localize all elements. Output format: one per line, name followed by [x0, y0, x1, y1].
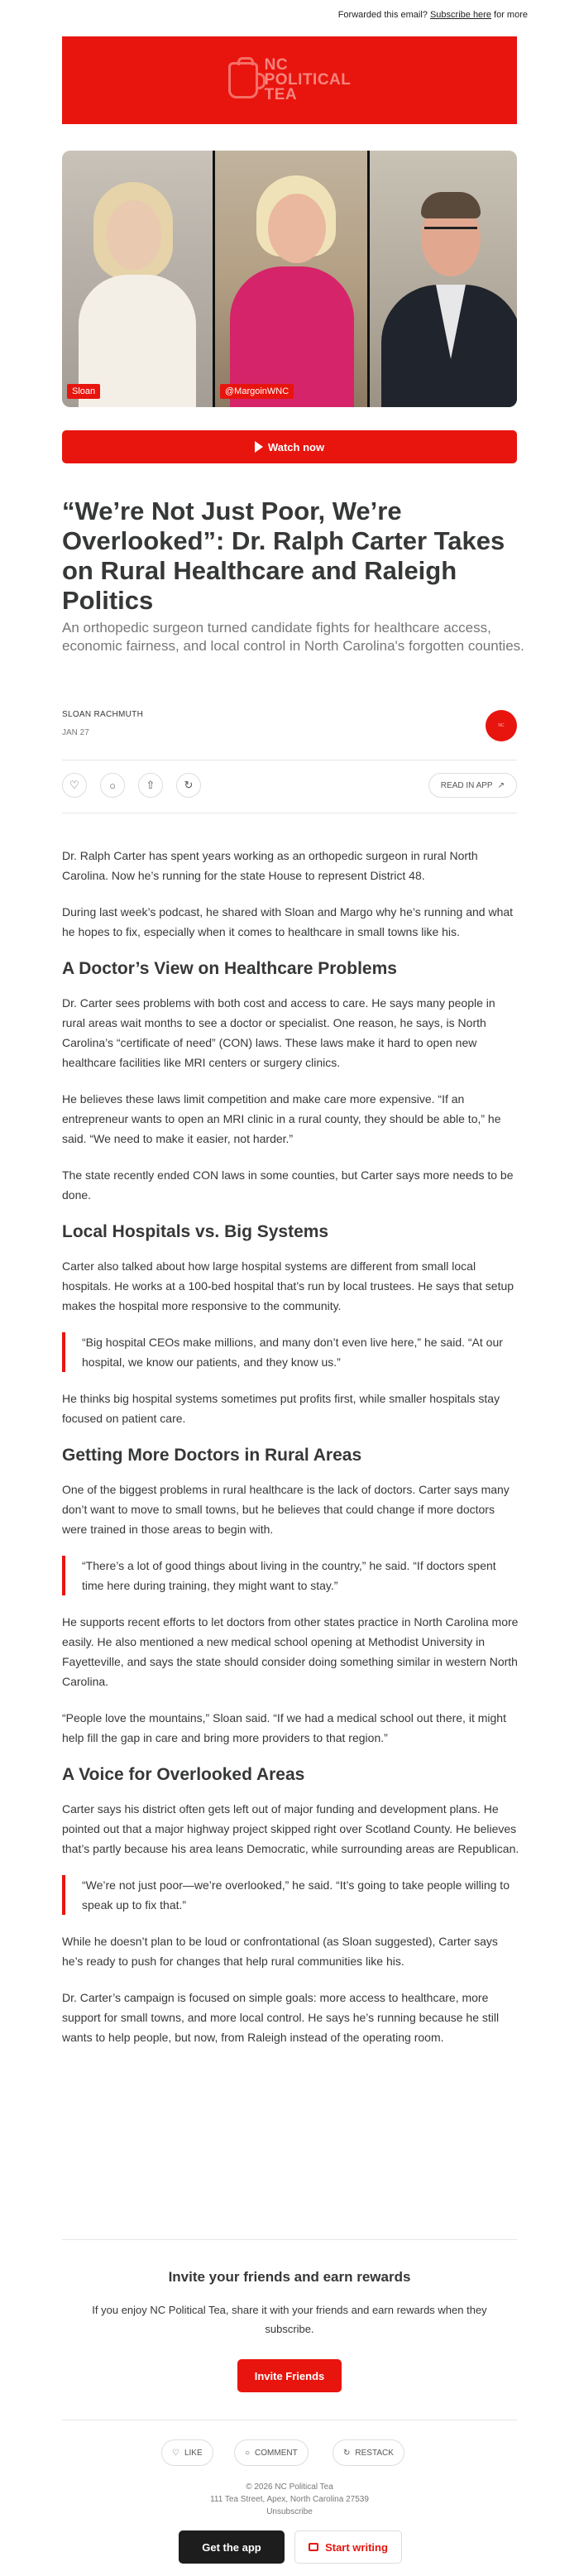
paragraph: Dr. Carter’s campaign is focused on simple goals: more access to healthcare, more support for small towns, and more local control. He says he’s running because he still wants to help people, but now, from Raleigh instead of the operating room.: [62, 1991, 500, 2044]
comment-button[interactable]: [100, 773, 125, 798]
paragraph: “People love the mountains,” Sloan said. “If we had a medical school out there, it might help fill the gap in care and bring more providers to that region.”: [62, 1711, 506, 1744]
unsubscribe-link[interactable]: Unsubscribe: [266, 2507, 313, 2516]
footer-comment-button[interactable]: ○ COMMENT: [234, 2439, 309, 2466]
heart-icon: ♡: [172, 2448, 179, 2458]
section-heading: Getting More Doctors in Rural Areas: [62, 1446, 362, 1465]
paragraph: He believes these laws limit competition and make care more expensive. “If an entrepreneur wants to open an MRI clinic in a rural county, they should be able to,” he said. “We need to make it easier, not harder.”: [62, 1092, 501, 1145]
invite-title: Invite your friends and earn rewards: [168, 2269, 411, 2285]
copyright: © 2026 NC Political Tea: [246, 2482, 333, 2492]
divider: [62, 2239, 517, 2240]
play-icon: [255, 441, 263, 453]
teapot-icon: [228, 62, 258, 98]
address: 111 Tea Street, Apex, North Carolina 27539: [210, 2495, 369, 2504]
video-thumbnail[interactable]: [62, 151, 517, 407]
paragraph: One of the biggest problems in rural healthcare is the lack of doctors. Carter says many don’t want to move to small towns, but he believes that could change if more doctors were trained in those areas to begin with.: [62, 1483, 510, 1536]
like-button[interactable]: [62, 773, 87, 798]
paragraph: Carter also talked about how large hospital systems are different from small local hospitals. He works at a 100-bed hospital that’s run by local trustees. He says that setup makes the hospital more responsive to the community.: [62, 1259, 514, 1312]
comment-icon: ○: [109, 779, 116, 792]
post-actions: [62, 773, 517, 799]
publication-logo: NC POLITICAL TEA: [228, 58, 352, 103]
section-heading: A Doctor’s View on Healthcare Problems: [62, 959, 397, 978]
post-title[interactable]: “We’re Not Just Poor, We’re Overlooked”: Dr. Ralph Carter Takes on Rural Healthcare and Raleigh Politics: [62, 496, 505, 615]
participant-tag: Sloan: [67, 384, 100, 399]
footer-restack-button[interactable]: ↻ RESTACK: [333, 2439, 404, 2466]
restack-button[interactable]: [176, 773, 201, 798]
author-name[interactable]: SLOAN RACHMUTH: [62, 710, 144, 719]
video-participant-middle: [213, 151, 370, 407]
section-heading: Local Hospitals vs. Big Systems: [62, 1222, 329, 1241]
paragraph: Dr. Carter sees problems with both cost and access to care. He says many people in rural areas wait months to see a doctor or specialist. One reason, he says, is North Carolina’s “certificate of need” (CON) laws. These laws make it hard to open new healthcare facilities like MRI centers or surgery clinics.: [62, 996, 495, 1069]
post-body: [62, 846, 520, 2064]
footer-like-button[interactable]: ♡ LIKE: [161, 2439, 213, 2466]
heart-icon: ♡: [69, 779, 79, 791]
paragraph: Carter says his district often gets left out of major funding and development plans. He pointed out that a major highway project skipped right over Scotland County. He believes that’s partly because his area leans Democratic, while surrounding areas are Republican.: [62, 1802, 519, 1855]
forwarded-note: Forwarded this email? Subscribe here for more: [337, 10, 528, 20]
subscribe-link[interactable]: Subscribe here: [429, 10, 491, 20]
video-participant-right: [370, 151, 517, 407]
share-button[interactable]: [138, 773, 163, 798]
get-app-button[interactable]: Get the app: [179, 2530, 285, 2564]
arrow-up-right-icon: ↗: [497, 780, 505, 790]
author-avatar[interactable]: NC: [486, 710, 517, 741]
paragraph: Dr. Ralph Carter has spent years working as an orthopedic surgeon in rural North Carolina. Now he’s running for the state House to represent District 48.: [62, 849, 478, 882]
video-participant-left: [62, 151, 213, 407]
participant-tag: @MargoinWNC: [220, 384, 294, 399]
restack-icon: ↻: [343, 2448, 351, 2458]
publication-banner[interactable]: [62, 36, 517, 124]
restack-icon: ↻: [184, 779, 194, 791]
pull-quote: “We’re not just poor—we’re overlooked,” he said. “It’s going to take people willing to speak up to fix that.”: [62, 1875, 520, 1915]
paragraph: During last week’s podcast, he shared with Sloan and Margo why he’s running and what he hopes to fix, especially when it comes to healthcare in small towns like his.: [62, 905, 514, 938]
section-heading: A Voice for Overlooked Areas: [62, 1765, 305, 1784]
read-in-app-button[interactable]: READ IN APP ↗: [428, 773, 517, 798]
start-writing-button[interactable]: Start writing: [294, 2530, 402, 2564]
pull-quote: “Big hospital CEOs make millions, and many don’t even live here,” he said. “At our hospital, we know our patients, and they know us.”: [62, 1332, 520, 1372]
publish-icon: [309, 2543, 318, 2551]
invite-text: If you enjoy NC Political Tea, share it with your friends and earn rewards when they subscribe.: [92, 2304, 487, 2335]
share-icon: ⇧: [146, 779, 156, 791]
footer-actions: [0, 2439, 579, 2466]
comment-icon: ○: [245, 2448, 251, 2458]
paragraph: While he doesn’t plan to be loud or confrontational (as Sloan suggested), Carter says he’s ready to push for changes that help rural communities like his.: [62, 1935, 498, 1968]
watch-now-button[interactable]: Watch now: [62, 430, 517, 463]
invite-friends-button[interactable]: Invite Friends: [237, 2359, 342, 2392]
paragraph: He supports recent efforts to let doctors from other states practice in North Carolina more easily. He also mentioned a new medical school opening at Methodist University in Fayetteville, and says the state should consider doing something similar in western North Carolina.: [62, 1615, 519, 1688]
paragraph: The state recently ended CON laws in some counties, but Carter says more needs to be done.: [62, 1168, 514, 1202]
footer-info: [0, 2481, 579, 2518]
post-subtitle: An orthopedic surgeon turned candidate fights for healthcare access, economic fairness, and local control in North Carolina's forgotten counties.: [62, 620, 524, 654]
post-date: JAN 27: [62, 728, 89, 737]
pull-quote: “There’s a lot of good things about living in the country,” he said. “If doctors spent time here during training, they might want to stay.”: [62, 1556, 520, 1595]
paragraph: He thinks big hospital systems sometimes put profits first, while smaller hospitals stay focused on patient care.: [62, 1392, 500, 1425]
